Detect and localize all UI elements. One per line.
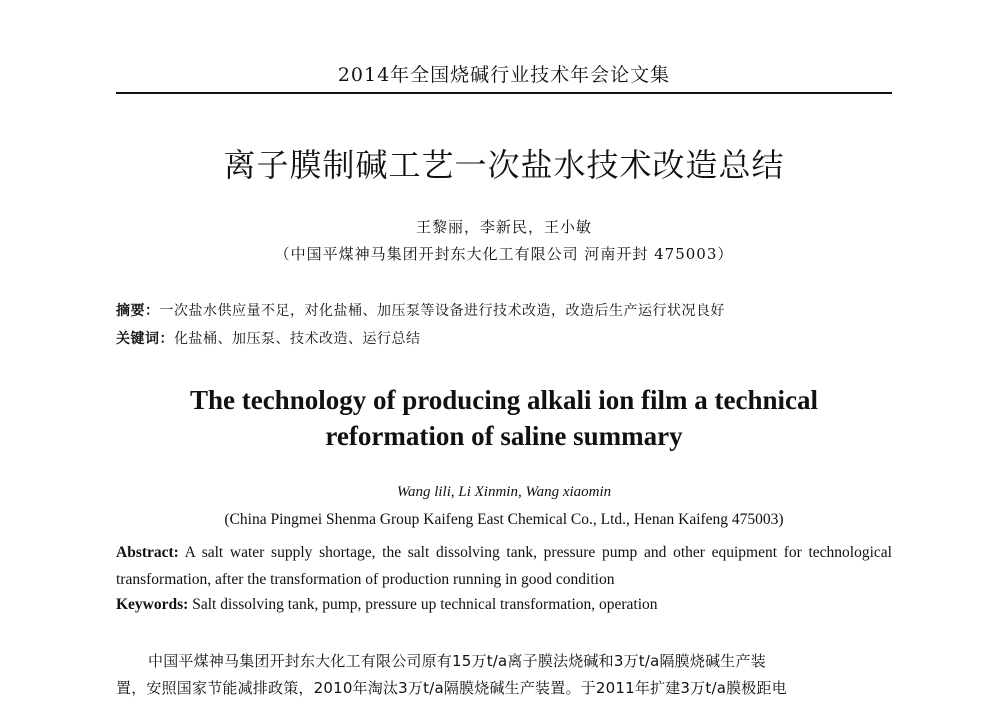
chinese-authors: 王黎丽，李新民，王小敏	[415, 218, 592, 236]
english-title	[116, 382, 892, 454]
header-rule	[116, 92, 892, 94]
running-header: 2014年全国烧碱行业技术年会论文集	[337, 64, 671, 86]
body-line-2: 置，安照国家节能减排政策，2010年淘汰3万t/a隔膜烧碱生产装置。于2011年扩建3万t/a膜极距电	[116, 679, 787, 697]
english-title-line-2: reformation of saline summary	[325, 421, 683, 451]
chinese-keywords	[116, 328, 892, 348]
english-keywords-label: Keywords:	[116, 596, 189, 613]
english-abstract-label: Abstract:	[116, 544, 179, 561]
english-affiliation: (China Pingmei Shenma Group Kaifeng East Chemical Co., Ltd., Henan Kaifeng 475003)	[224, 511, 784, 528]
english-title-line-1: The technology of producing alkali ion film a technical	[189, 385, 819, 415]
english-keywords-text: Salt dissolving tank, pump, pressure up technical transformation, operation	[188, 596, 658, 613]
chinese-title: 离子膜制碱工艺一次盐水技术改造总结	[223, 146, 785, 184]
body-line-1: 中国平煤神马集团开封东大化工有限公司原有15万t/a离子膜法烧碱和3万t/a隔膜烧碱生产装	[148, 652, 766, 670]
chinese-abstract-label: 摘要：	[116, 303, 160, 319]
chinese-keywords-label: 关键词：	[116, 331, 174, 347]
english-keywords	[116, 596, 892, 614]
chinese-affiliation: （中国平煤神马集团开封东大化工有限公司 河南开封 475003）	[274, 245, 734, 263]
english-authors: Wang lili, Li Xinmin, Wang xiaomin	[396, 484, 612, 500]
chinese-abstract	[116, 300, 892, 320]
english-abstract	[116, 539, 892, 593]
chinese-abstract-text: 一次盐水供应量不足，对化盐桶、加压泵等设备进行技术改造，改造后生产运行状况良好	[159, 303, 725, 319]
body-paragraph	[116, 648, 892, 702]
chinese-keywords-text: 化盐桶、加压泵、技术改造、运行总结	[174, 331, 421, 347]
english-abstract-text: A salt water supply shortage, the salt dissolving tank, pressure pump and other equipment for technological transformation, after the transformation of production running in good condition	[116, 544, 892, 588]
